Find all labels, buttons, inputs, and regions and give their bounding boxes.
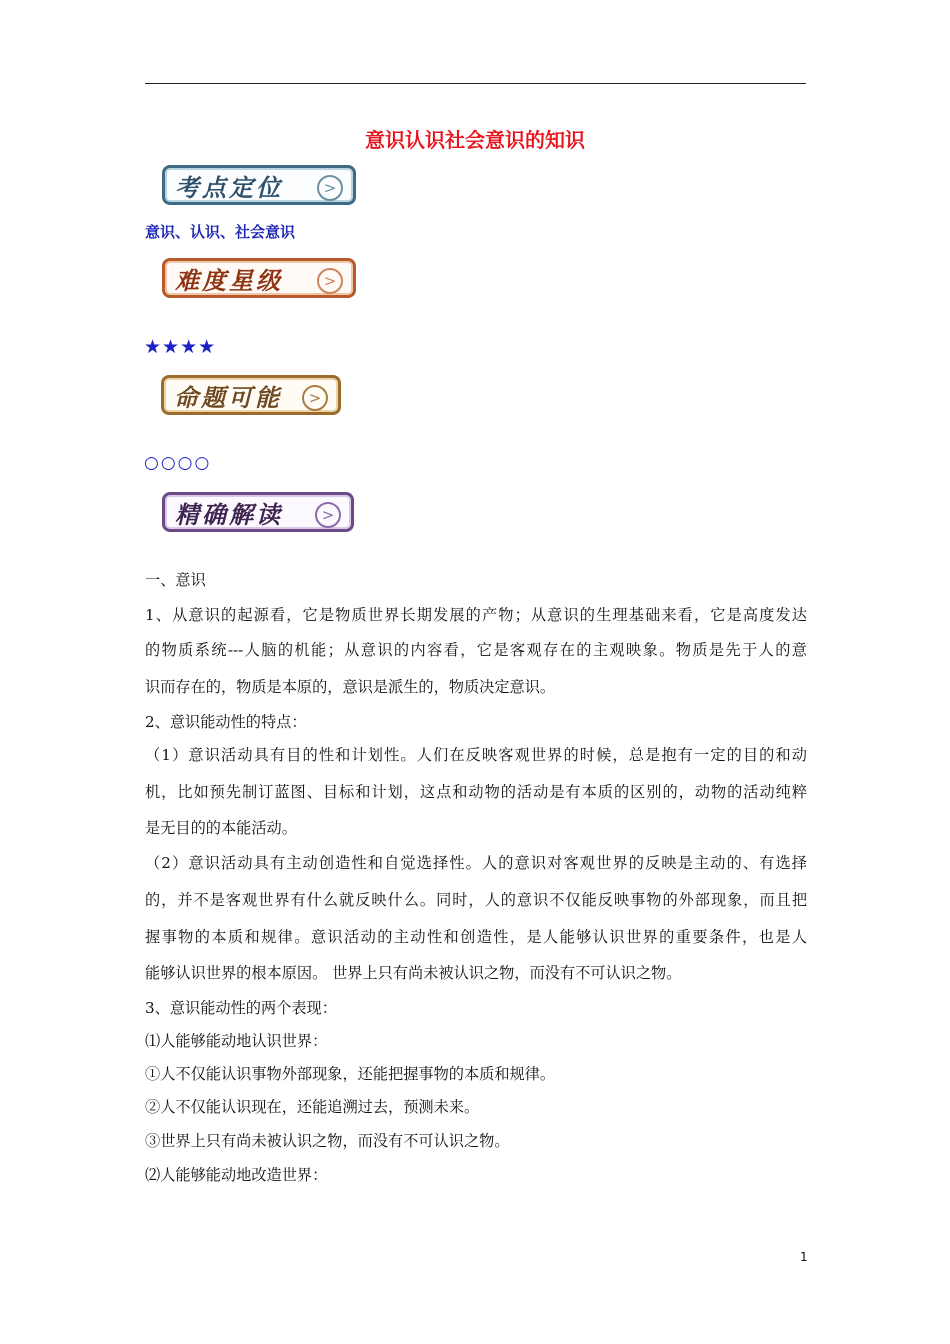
body-line: 3、意识能动性的两个表现： <box>145 999 337 1017</box>
body-line: ③世界上只有尚未被认识之物，而没有不可认识之物。 <box>145 1132 510 1150</box>
page-number: 1 <box>800 1250 808 1264</box>
body-line: 识而存在的，物质是本原的，意识是派生的，物质决定意识。 <box>145 678 556 696</box>
body-line: 机，比如预先制订蓝图、目标和计划，这点和动物的活动是有本质的区别的，动物的活动纯粹 <box>145 783 807 801</box>
badge-label: 难度星级 <box>175 265 283 295</box>
badge-nandu-xingji <box>162 258 356 298</box>
body-line: 的物质系统---人脑的机能；从意识的内容看，它是客观存在的主观映象。物质是先于人的意 <box>145 641 807 659</box>
badge-kaodian-dingwei <box>162 165 356 205</box>
header-rule <box>145 83 806 84</box>
body-line: ⑵人能够能动地改造世界： <box>145 1166 328 1184</box>
body-line: （2）意识活动具有主动创造性和自觉选择性。人的意识对客观世界的反映是主动的、有选择 <box>145 854 807 872</box>
arrow-circle-icon: > <box>315 502 341 528</box>
difficulty-stars: ★★★★ <box>144 336 217 358</box>
arrow-circle-icon: > <box>317 175 343 201</box>
body-line: 的，并不是客观世界有什么就反映什么。同时，人的意识不仅能反映事物的外部现象，而且把 <box>145 891 807 909</box>
arrow-circle-icon: > <box>317 268 343 294</box>
badge-mingti-keneng <box>161 375 341 415</box>
body-line: 2、意识能动性的特点： <box>145 713 307 731</box>
topics-text: 意识、认识、社会意识 <box>145 223 296 241</box>
body-line: 1、从意识的起源看，它是物质世界长期发展的产物；从意识的生理基础来看，它是高度发达 <box>145 606 807 624</box>
body-line: ⑴人能够能动地认识世界： <box>145 1032 328 1050</box>
section-heading: 一、意识 <box>145 571 206 589</box>
body-line: ②人不仅能认识现在，还能追溯过去，预测未来。 <box>145 1098 480 1116</box>
body-line: 是无目的的本能活动。 <box>145 819 297 837</box>
arrow-circle-icon: > <box>302 385 328 411</box>
badge-label: 精确解读 <box>175 499 283 529</box>
badge-label: 命题可能 <box>174 382 282 412</box>
body-line: 能够认识世界的根本原因。 世界上只有尚未被认识之物，而没有不可认识之物。 <box>145 964 682 982</box>
body-line: （1）意识活动具有目的性和计划性。人们在反映客观世界的时候，总是抱有一定的目的和动 <box>145 746 807 764</box>
page-title: 意识认识社会意识的知识 <box>365 128 585 152</box>
body-line: 握事物的本质和规律。意识活动的主动性和创造性，是人能够认识世界的重要条件，也是人 <box>145 928 807 946</box>
badge-label: 考点定位 <box>175 172 283 202</box>
likelihood-circles: ○○○○ <box>144 453 212 473</box>
badge-jingque-jiedu <box>162 492 354 532</box>
body-line: ①人不仅能认识事物外部现象，还能把握事物的本质和规律。 <box>145 1065 556 1083</box>
